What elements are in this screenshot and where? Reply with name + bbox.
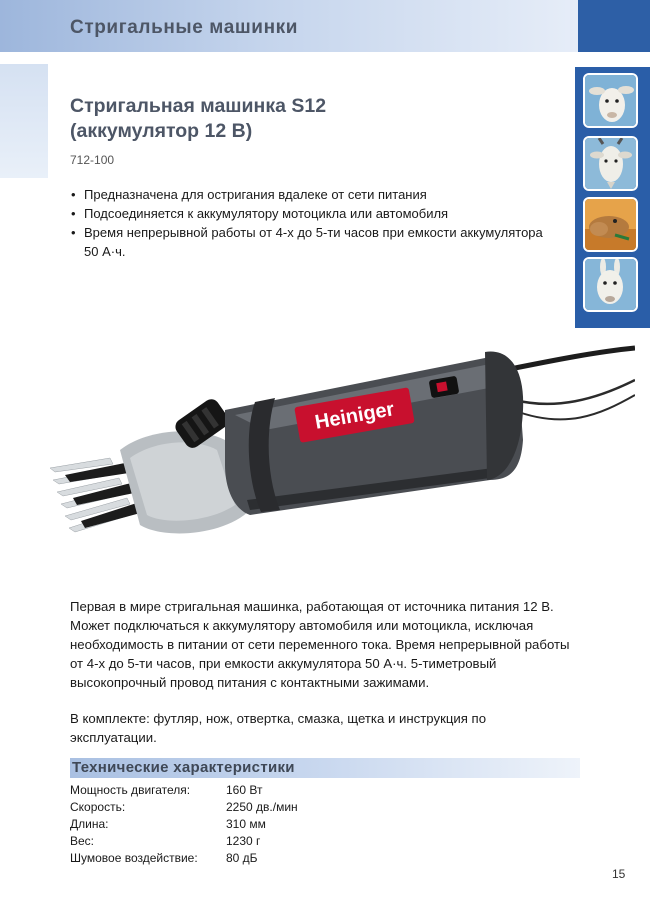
feature-list: [70, 185, 550, 261]
section-title: Стригальные машинки: [70, 17, 299, 38]
header-tab: [578, 0, 650, 52]
specs-title: Технические характеристики: [72, 759, 295, 776]
spec-label: Длина:: [70, 817, 109, 831]
spec-label: Вес:: [70, 834, 95, 848]
article-number: 712-100: [70, 153, 115, 167]
specs-table: [70, 783, 298, 868]
animal-category-panel: [575, 67, 650, 328]
brand-label: Heiniger: [313, 398, 396, 434]
product-title: [70, 94, 326, 144]
specs-header-band: [70, 758, 580, 778]
product-title-line2: (аккумулятор 12 В): [70, 120, 253, 142]
product-description: Первая в мире стригальная машинка, работающая от источника питания 12 В. Может подключаться к аккумулятору автомобиля или мотоцикла, исключая необходимость в питании от сети переменного тока. Время непрерывной работы от 4-х до 5-ти часов, при емкости аккумулятора 50 А·ч. 5-тиметровый высокопрочный провод питания с контактными зажимами.: [70, 599, 570, 690]
feature-item: • Предназначена для остригания вдалеке от сети питания: [70, 185, 550, 204]
goat-icon: [583, 136, 638, 191]
spec-value: 2250 дв./мин: [226, 800, 298, 814]
spec-value: 310 мм: [226, 817, 266, 831]
feature-item: • Время непрерывной работы от 4-х до 5-ти часов при емкости аккумулятора 50 А·ч.: [70, 223, 550, 261]
spec-label: Шумовое воздействие:: [70, 851, 198, 865]
spec-row: [70, 817, 298, 834]
spec-value: 1230 г: [226, 834, 261, 848]
spec-row: [70, 851, 298, 868]
llama-icon: [583, 257, 638, 312]
spec-value: 80 дБ: [226, 851, 258, 865]
section-header-band: [0, 0, 578, 52]
product-photo: [35, 340, 635, 575]
sheep-icon: [583, 73, 638, 128]
spec-row: [70, 834, 298, 851]
kit-contents: В комплекте: футляр, нож, отвертка, смазка, щетка и инструкция по эксплуатации.: [70, 711, 487, 745]
feature-item: • Подсоединяется к аккумулятору мотоцикла или автомобиля: [70, 204, 550, 223]
product-title-line1: Стригальная машинка S12: [70, 95, 327, 117]
spec-row: [70, 800, 298, 817]
spec-label: Мощность двигателя:: [70, 783, 191, 797]
camel-icon: [583, 197, 638, 252]
spec-value: 160 Вт: [226, 783, 263, 797]
spec-label: Скорость:: [70, 800, 126, 814]
page-number: 15: [612, 867, 626, 881]
spec-row: [70, 783, 298, 800]
left-accent-bar: [0, 64, 48, 178]
